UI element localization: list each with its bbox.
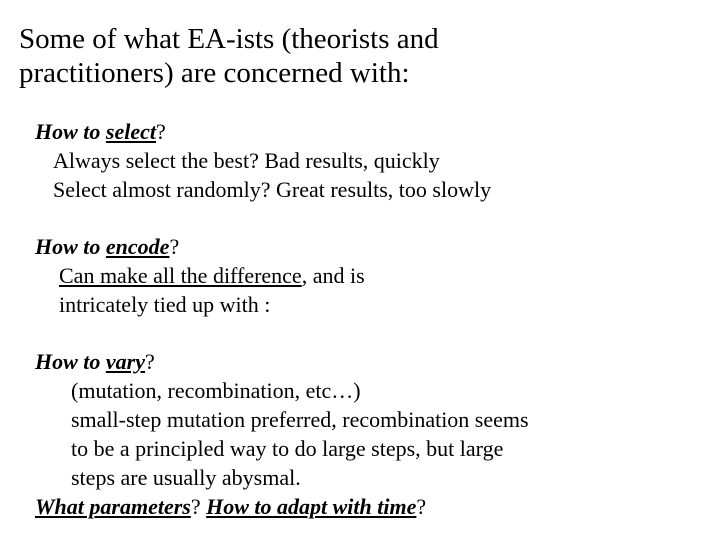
select-point-1: Always select the best? Bad results, quickly — [53, 148, 440, 173]
question-parameters — [35, 494, 426, 520]
question-lead: How to — [35, 234, 106, 259]
question-parameters-keyword: What parameters — [35, 494, 191, 519]
question-adapt-keyword: How to adapt with time — [206, 494, 417, 519]
vary-point-2: small-step mutation preferred, recombination seems — [71, 407, 529, 432]
vary-point-1: (mutation, recombination, etc…) — [71, 378, 361, 403]
encode-point-1 — [59, 263, 365, 289]
question-keyword: select — [105, 119, 156, 144]
question-keyword: vary — [105, 349, 145, 374]
slide-title — [19, 22, 699, 90]
question-mark: ? — [156, 119, 166, 144]
vary-point-3: to be a principled way to do large steps, but large — [71, 436, 504, 461]
question-select — [35, 119, 166, 145]
title-line-1: Some of what EA-ists (theorists and — [19, 23, 439, 55]
question-lead: How to — [35, 119, 106, 144]
vary-point-4: steps are usually abysmal. — [71, 465, 301, 490]
encode-emphasis: Can make all the difference — [59, 263, 302, 288]
question-keyword: encode — [105, 234, 170, 259]
question-mark: ? — [169, 234, 180, 259]
question-mark: ? — [190, 494, 207, 519]
encode-rest: , and is — [301, 263, 365, 288]
select-point-2: Select almost randomly? Great results, too slowly — [53, 177, 492, 202]
question-encode — [35, 234, 179, 260]
question-mark: ? — [145, 349, 155, 374]
question-vary — [35, 349, 155, 375]
question-lead: How to — [35, 349, 106, 374]
encode-point-2: intricately tied up with : — [59, 292, 271, 317]
title-line-2: practitioners) are concerned with: — [19, 57, 410, 89]
question-mark: ? — [416, 494, 427, 519]
